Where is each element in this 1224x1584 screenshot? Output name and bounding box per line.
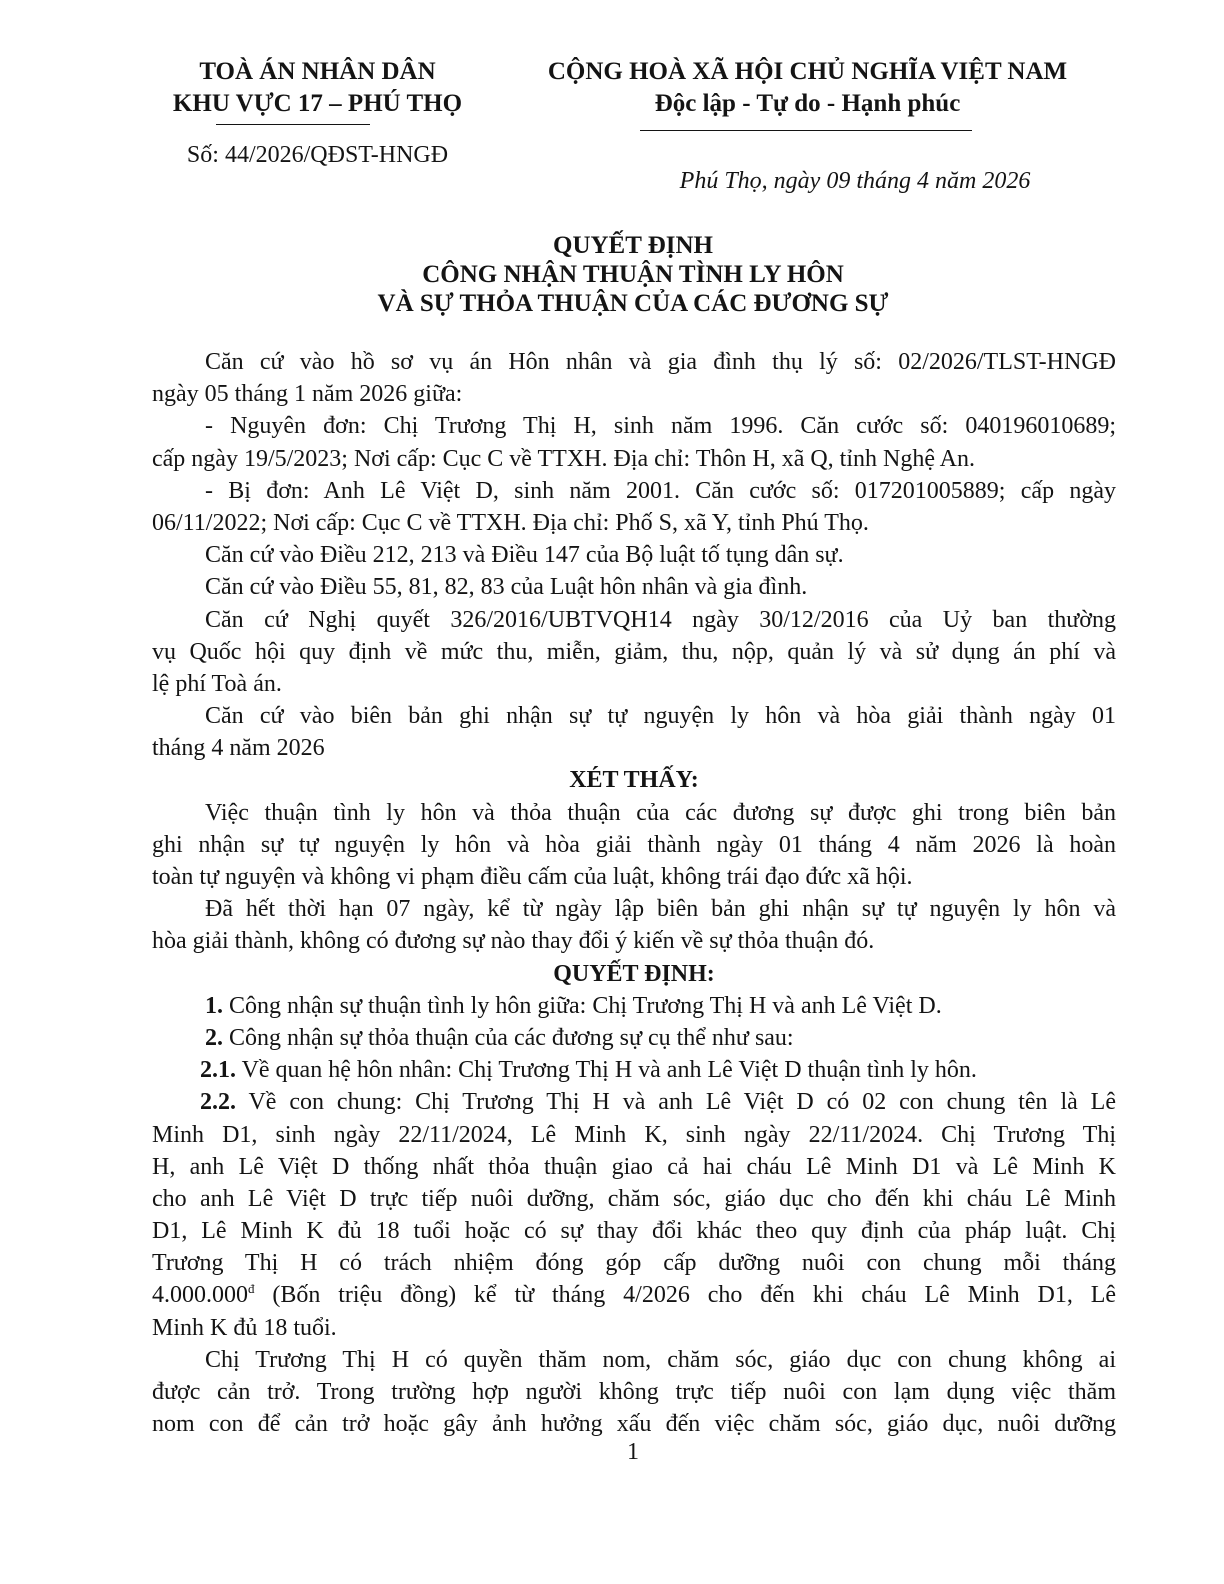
legal-basis-line: vụ Quốc hội quy định về mức thu, miễn, giảm, thu, nộp, quản lý và sử dụng án phí và	[152, 638, 1116, 665]
national-motto: Độc lập - Tự do - Hạnh phúc	[654, 90, 961, 117]
item-text: Về quan hệ hôn nhân: Chị Trương Thị H và anh Lê Việt D thuận tình ly hôn.	[236, 1057, 977, 1084]
body-line: ngày 05 tháng 1 năm 2026 giữa:	[152, 381, 463, 408]
document-number: Số: 44/2026/QĐST-HNGĐ	[186, 142, 449, 168]
legal-basis-line: lệ phí Toà án.	[152, 670, 282, 697]
national-title: CỘNG HOÀ XÃ HỘI CHỦ NGHĨA VIỆT NAM	[547, 58, 1068, 85]
court-underline-divider	[216, 124, 370, 125]
children-line: D1, Lê Minh K đủ 18 tuổi hoặc có sự thay đổi khác theo quy định của pháp luật. Chị	[152, 1218, 1116, 1245]
national-header	[520, 56, 1095, 120]
title-line-2: CÔNG NHẬN THUẬN TÌNH LY HÔN	[422, 261, 844, 288]
body-line: Căn cứ vào hồ sơ vụ án Hôn nhân và gia đình thụ lý số: 02/2026/TLST-HNGĐ	[205, 349, 1116, 375]
legal-basis-line: Căn cứ Nghị quyết 326/2016/UBTVQH14 ngày 30/12/2016 của Uỷ ban thường	[205, 606, 1116, 633]
children-line: Trương Thị H có trách nhiệm đóng góp cấp dưỡng nuôi con chung mỗi tháng	[152, 1250, 1116, 1277]
defendant-line: - Bị đơn: Anh Lê Việt D, sinh năm 2001. Căn cước số: 017201005889; cấp ngày	[205, 477, 1116, 504]
document-title	[150, 231, 1116, 318]
court-header	[150, 56, 485, 120]
children-line: Minh K đủ 18 tuổi.	[152, 1314, 337, 1341]
decision-item-2-2	[152, 1086, 1116, 1118]
legal-basis-line: tháng 4 năm 2026	[152, 735, 325, 762]
children-line: cho anh Lê Việt D trực tiếp nuôi dưỡng, chăm sóc, giáo dục cho đến khi cháu Lê Minh	[152, 1185, 1116, 1212]
item-number: 2.1.	[200, 1057, 236, 1084]
court-region: KHU VỰC 17 – PHÚ THỌ	[172, 90, 463, 117]
motto-underline-divider	[640, 130, 972, 131]
defendant-line: 06/11/2022; Nơi cấp: Cục C về TTXH. Địa chỉ: Phố S, xã Y, tỉnh Phú Thọ.	[152, 509, 869, 536]
place-date-line: Phú Thọ, ngày 09 tháng 4 năm 2026	[679, 168, 1031, 194]
findings-line: Đã hết thời hạn 07 ngày, kể từ ngày lập biên bản ghi nhận sự tự nguyện ly hôn và	[205, 896, 1116, 923]
support-amount: 4.000.000	[152, 1282, 248, 1309]
decision-item-1	[152, 990, 1116, 1022]
title-line-3: VÀ SỰ THỎA THUẬN CỦA CÁC ĐƯƠNG SỰ	[377, 290, 889, 317]
item-number: 2.2.	[200, 1089, 236, 1116]
visitation-line: Chị Trương Thị H có quyền thăm nom, chăm sóc, giáo dục con chung không ai	[205, 1346, 1116, 1373]
support-amount-line	[152, 1279, 1116, 1311]
plaintiff-line: cấp ngày 19/5/2023; Nơi cấp: Cục C về TTXH. Địa chỉ: Thôn H, xã Q, tỉnh Nghệ An.	[152, 445, 976, 472]
plaintiff-line: - Nguyên đơn: Chị Trương Thị H, sinh năm 1996. Căn cước số: 040196010689;	[205, 413, 1116, 440]
children-line: Minh D1, sinh ngày 22/11/2024, Lê Minh K, sinh ngày 22/11/2024. Chị Trương Thị	[152, 1121, 1116, 1148]
page-number: 1	[627, 1439, 639, 1465]
children-line: H, anh Lê Việt D thống nhất thỏa thuận giao cả hai cháu Lê Minh D1 và Lê Minh K	[152, 1153, 1116, 1180]
findings-line: hòa giải thành, không có đương sự nào thay đổi ý kiến về sự thỏa thuận đó.	[152, 928, 875, 955]
item-number: 2.	[205, 1024, 223, 1051]
court-name: TOÀ ÁN NHÂN DÂN	[199, 58, 436, 85]
document-body	[152, 346, 1116, 1440]
decision-item-2	[152, 1022, 1116, 1054]
support-text: (Bốn triệu đồng) kể từ tháng 4/2026 cho đến khi cháu Lê Minh D1, Lê	[254, 1282, 1116, 1309]
currency-symbol: đ	[248, 1281, 255, 1297]
legal-basis-line: Căn cứ vào biên bản ghi nhận sự tự nguyện ly hôn và hòa giải thành ngày 01	[205, 703, 1116, 730]
item-text: Về con chung: Chị Trương Thị H và anh Lê Việt D có 02 con chung tên là Lê	[236, 1089, 1116, 1116]
item-number: 1.	[205, 992, 223, 1019]
decision-item-2-1	[152, 1054, 1116, 1086]
findings-line: toàn tự nguyện và không vi phạm điều cấm của luật, không trái đạo đức xã hội.	[152, 864, 913, 890]
title-line-1: QUYẾT ĐỊNH	[553, 232, 713, 259]
findings-line: Việc thuận tình ly hôn và thỏa thuận của các đương sự được ghi trong biên bản	[205, 799, 1116, 826]
visitation-line: nom con để cản trở hoặc gây ảnh hưởng xấu đến việc chăm sóc, giáo dục, nuôi dưỡng	[152, 1411, 1116, 1438]
legal-basis-line: Căn cứ vào Điều 55, 81, 82, 83 của Luật hôn nhân và gia đình.	[205, 574, 808, 601]
item-text: Công nhận sự thuận tình ly hôn giữa: Chị Trương Thị H và anh Lê Việt D.	[223, 992, 942, 1019]
item-text: Công nhận sự thỏa thuận của các đương sự cụ thể như sau:	[223, 1024, 794, 1051]
legal-basis-line: Căn cứ vào Điều 212, 213 và Điều 147 của Bộ luật tố tụng dân sự.	[205, 542, 844, 569]
visitation-line: được cản trở. Trong trường hợp người không trực tiếp nuôi con lạm dụng việc thăm	[152, 1379, 1116, 1405]
section-heading-quyet-dinh: QUYẾT ĐỊNH:	[553, 960, 715, 987]
section-heading-xet-thay: XÉT THẤY:	[569, 767, 699, 794]
findings-line: ghi nhận sự tự nguyện ly hôn và hòa giải thành ngày 01 tháng 4 năm 2026 là hoàn	[152, 831, 1116, 858]
